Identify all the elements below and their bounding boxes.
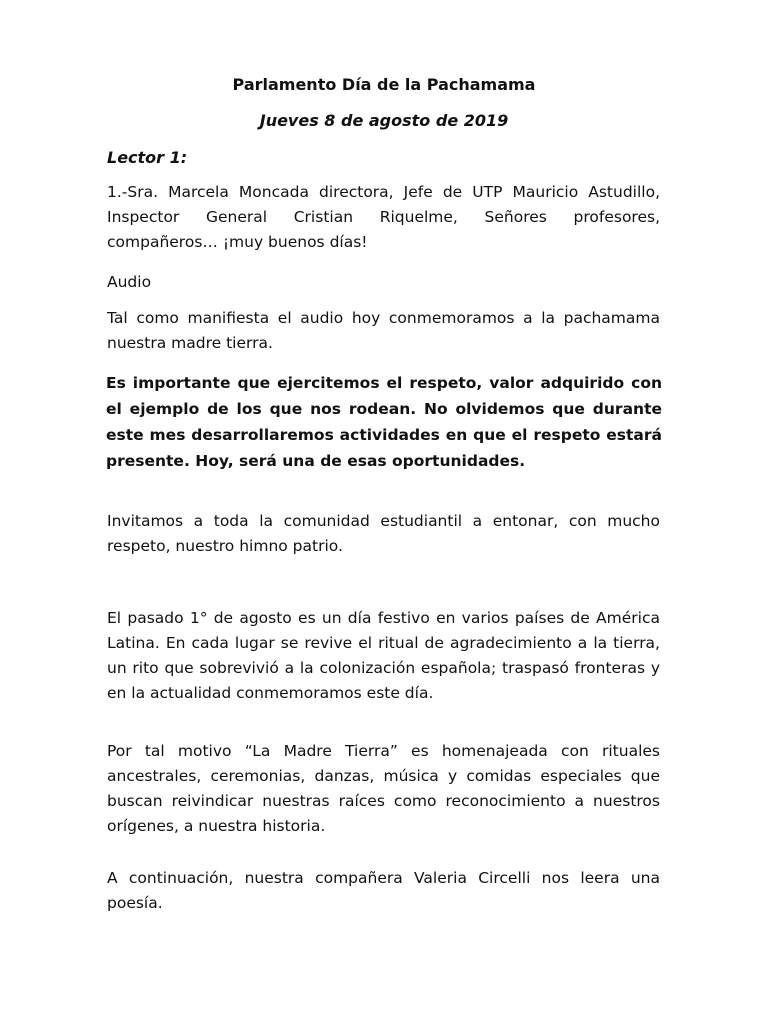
- document-title: Parlamento Día de la Pachamama: [232, 75, 536, 94]
- audio-label: Audio: [107, 273, 152, 291]
- motivo-paragraph: Por tal motivo “La Madre Tierra” es homenajeada con rituales ancestrales, ceremonias, danzas, música y comidas especiales que buscan reivindicar nuestras raíces como reconocimiento a nuestros orígenes, a nuestra historia.: [107, 742, 660, 835]
- speaker-label: Lector 1:: [107, 148, 188, 167]
- document-date: Jueves 8 de agosto de 2019: [259, 111, 509, 130]
- continuacion-paragraph: A continuación, nuestra compañera Valeria Circelli nos leera una poesía.: [107, 869, 660, 912]
- intro-paragraph: Tal como manifiesta el audio hoy conmemoramos a la pachamama nuestra madre tierra.: [107, 309, 660, 352]
- festivo-paragraph: El pasado 1° de agosto es un día festivo en varios países de América Latina. En cada lugar se revive el ritual de agradecimiento a la tierra, un rito que sobrevivió a la colonización española; traspasó fronteras y en la actualidad conmemoramos este día.: [107, 609, 660, 702]
- greeting-paragraph: 1.-Sra. Marcela Moncada directora, Jefe de UTP Mauricio Astudillo, Inspector General Cristian Riquelme, Señores profesores, compañeros… ¡muy buenos días!: [107, 183, 660, 251]
- himno-paragraph: Invitamos a toda la comunidad estudiantil a entonar, con mucho respeto, nuestro himno patrio.: [107, 512, 660, 555]
- respeto-paragraph: Es importante que ejercitemos el respeto, valor adquirido con el ejemplo de los que nos rodean. No olvidemos que durante este mes desarrollaremos actividades en que el respeto estará presente. Hoy, será una de esas oportunidades.: [106, 374, 662, 470]
